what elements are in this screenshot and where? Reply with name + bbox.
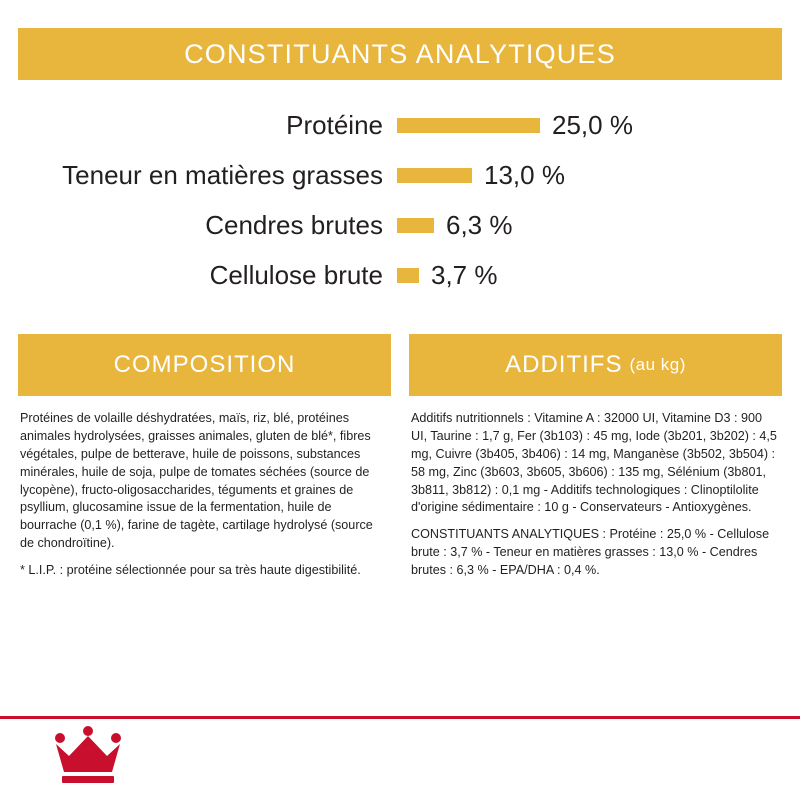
royal-canin-crown-icon	[52, 726, 124, 788]
additifs-heading: ADDITIFS	[505, 351, 623, 378]
constituent-row	[18, 100, 782, 150]
analytical-constituents-banner	[18, 28, 782, 80]
additifs-panel	[409, 334, 782, 580]
info-panels	[18, 334, 782, 580]
constituent-bar	[397, 118, 540, 133]
composition-heading: COMPOSITION	[113, 351, 296, 378]
constituent-row	[18, 150, 782, 200]
composition-heading-bar	[18, 334, 391, 396]
footer-divider	[0, 716, 800, 719]
constituent-value: 6,3 %	[446, 209, 513, 240]
additifs-body	[409, 396, 782, 580]
constituent-bar	[397, 168, 472, 183]
composition-paragraph: Protéines de volaille déshydratées, maïs, riz, blé, protéines animales hydrolysées, graisses animales, gluten de blé*, fibres végétales, pulpe de betterave, huile de poissons, substances minérales, huile de soja, pulpe de tomates séchées (source de lycopène), fructo-oligosaccharides, téguments et graines de psyllium, glucosamine issue de la fermentation, huile de bourrache (0,1 %), farine de tagète, cartilage hydrolysé (source de chondroïtine).	[20, 411, 373, 551]
additifs-paragraph: Additifs nutritionnels : Vitamine A : 32000 UI, Vitamine D3 : 900 UI, Taurine : 1,7 g, Fer (3b103) : 45 mg, Iode (3b201, 3b202) : 4,5 mg, Cuivre (3b405, 3b406) : 14 mg, Manganèse (3b502, 3b504) : 58 mg, Zinc (3b603, 3b605, 3b606) : 135 mg, Sélénium (3b801, 3b811, 3b812) : 0,1 mg - Additifs technologiques : Clinoptilolite d'origine sédimentaire : 10 g - Conservateurs - Antioxygènes.	[411, 411, 777, 515]
constituent-label: Protéine	[286, 109, 383, 140]
additifs-heading-sub: (au kg)	[629, 355, 686, 374]
constituent-label: Cendres brutes	[205, 209, 383, 240]
constituent-row	[18, 250, 782, 300]
analytical-constituents-chart	[18, 100, 782, 300]
constituent-bar	[397, 268, 419, 283]
composition-body	[18, 396, 391, 580]
composition-panel	[18, 334, 391, 580]
constituent-bar	[397, 218, 434, 233]
constituent-value: 13,0 %	[484, 159, 565, 190]
additifs-heading-bar	[409, 334, 782, 396]
constituent-value: 25,0 %	[552, 109, 633, 140]
page-title: CONSTITUANTS ANALYTIQUES	[184, 38, 616, 69]
analytical-constituents-text: CONSTITUANTS ANALYTIQUES : Protéine : 25,0 % - Cellulose brute : 3,7 % - Teneur en matières grasses : 13,0 % - Cendres brutes : 6,3 % - EPA/DHA : 0,4 %.	[411, 527, 770, 577]
constituent-value: 3,7 %	[431, 259, 498, 290]
constituent-label: Cellulose brute	[209, 259, 383, 290]
composition-footnote: * L.I.P. : protéine sélectionnée pour sa très haute digestibilité.	[20, 563, 361, 577]
constituent-label: Teneur en matières grasses	[62, 159, 383, 190]
constituent-row	[18, 200, 782, 250]
